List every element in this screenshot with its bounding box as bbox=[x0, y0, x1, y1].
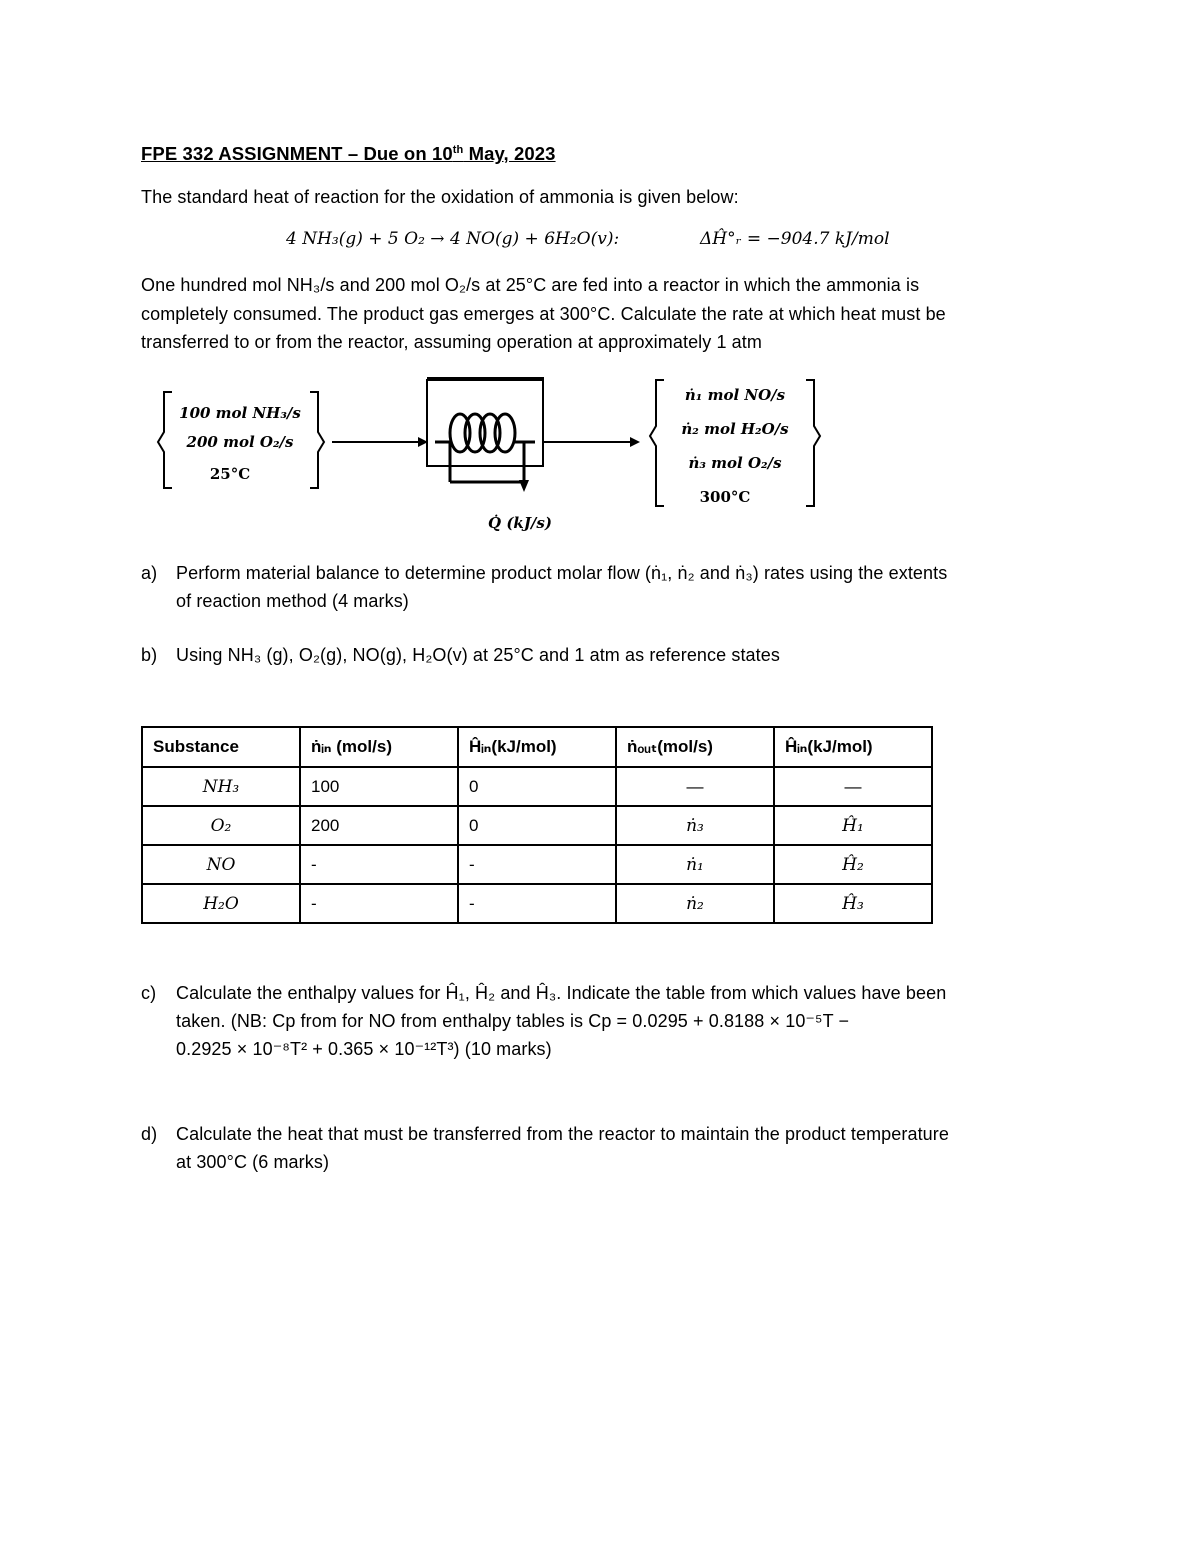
question-c-label: c) bbox=[141, 983, 157, 1003]
question-c-line-3: 0.2925 × 10⁻⁸T² + 0.365 × 10⁻¹²T³) (10 marks) bbox=[176, 1039, 552, 1059]
reaction-enthalpy: ΔĤ°ᵣ = −904.7 kJ/mol bbox=[700, 229, 890, 249]
question-d-label: d) bbox=[141, 1124, 158, 1144]
table-cell: 0 bbox=[458, 767, 616, 806]
table-cell: 0 bbox=[458, 806, 616, 845]
product-no: ṅ₁ mol NO/s bbox=[684, 386, 786, 404]
question-c-line-1: Calculate the enthalpy values for Ĥ₁, Ĥ₂ and Ĥ₃. Indicate the table from which values have been bbox=[176, 983, 947, 1003]
table-cell: - bbox=[458, 845, 616, 884]
product-h2o: ṅ₂ mol H₂O/s bbox=[681, 420, 789, 438]
table-cell: O₂ bbox=[142, 806, 300, 845]
table-cell: ṅ₃ bbox=[616, 806, 774, 845]
feed-temperature: 25°C bbox=[209, 465, 251, 483]
table-cell: H₂O bbox=[142, 884, 300, 923]
table-header: ṅₒᵤₜ(mol/s) bbox=[616, 727, 774, 767]
table-cell: Ĥ₁ bbox=[774, 806, 932, 845]
heat-label: Q̇ (kJ/s) bbox=[488, 514, 552, 532]
question-c-line-2: taken. (NB: Cp from for NO from enthalpy tables is Cp = 0.0295 + 0.8188 × 10⁻⁵T − bbox=[176, 1011, 850, 1031]
table-cell: - bbox=[300, 845, 458, 884]
enthalpy-table bbox=[141, 726, 933, 924]
table-cell: - bbox=[458, 884, 616, 923]
question-d-line-2: at 300°C (6 marks) bbox=[176, 1152, 330, 1172]
heat-arrowhead bbox=[519, 480, 529, 492]
question-a-label: a) bbox=[141, 563, 158, 583]
table-cell: — bbox=[616, 767, 774, 806]
outlet-arrowhead bbox=[630, 437, 640, 447]
table-cell: — bbox=[774, 767, 932, 806]
title-sup: th bbox=[452, 143, 464, 156]
product-brace-left bbox=[650, 380, 664, 506]
intro-text: The standard heat of reaction for the oxidation of ammonia is given below: bbox=[141, 187, 739, 207]
table-cell: 200 bbox=[300, 806, 458, 845]
table-cell: NO bbox=[142, 845, 300, 884]
table-row bbox=[142, 884, 932, 923]
question-b-label: b) bbox=[141, 645, 158, 665]
feed-o2: 200 mol O₂/s bbox=[186, 433, 294, 451]
table-cell: NH₃ bbox=[142, 767, 300, 806]
table-cell: ṅ₂ bbox=[616, 884, 774, 923]
feed-nh3: 100 mol NH₃/s bbox=[179, 404, 301, 422]
table-cell: Ĥ₂ bbox=[774, 845, 932, 884]
table-cell: ṅ₁ bbox=[616, 845, 774, 884]
table-header: ṅᵢₙ (mol/s) bbox=[300, 727, 458, 767]
question-a-line-1: Perform material balance to determine product molar flow (ṅ₁, ṅ₂ and ṅ₃) rates using the extents bbox=[176, 563, 948, 583]
table-row bbox=[142, 767, 932, 806]
table-cell: Ĥ₃ bbox=[774, 884, 932, 923]
question-a-line-2: of reaction method (4 marks) bbox=[176, 591, 409, 611]
table-header: Ĥᵢₙ(kJ/mol) bbox=[458, 727, 616, 767]
product-brace-right bbox=[806, 380, 820, 506]
heating-coil bbox=[435, 414, 535, 482]
problem-line-1: One hundred mol NH₃/s and 200 mol O₂/s at 25°C are fed into a reactor in which the ammonia is bbox=[141, 275, 920, 295]
table-row bbox=[142, 845, 932, 884]
product-o2: ṅ₃ mol O₂/s bbox=[688, 454, 782, 472]
question-d-line-1: Calculate the heat that must be transferred from the reactor to maintain the product temperature bbox=[176, 1124, 949, 1144]
title-prefix: FPE 332 ASSIGNMENT – Due on 10 bbox=[141, 143, 453, 164]
table-header: Ĥᵢₙ(kJ/mol) bbox=[774, 727, 932, 767]
reaction-equation: 4 NH₃(g) + 5 O₂ → 4 NO(g) + 6H₂O(v): bbox=[286, 229, 620, 249]
feed-brace-right bbox=[310, 392, 324, 488]
question-b-line-1: Using NH₃ (g), O₂(g), NO(g), H₂O(v) at 25°C and 1 atm as reference states bbox=[176, 645, 780, 665]
problem-line-2: completely consumed. The product gas emerges at 300°C. Calculate the rate at which heat must be bbox=[141, 304, 946, 324]
title-suffix: May, 2023 bbox=[463, 143, 556, 164]
table-header: Substance bbox=[142, 727, 300, 767]
table-cell: 100 bbox=[300, 767, 458, 806]
product-temperature: 300°C bbox=[699, 488, 751, 506]
problem-line-3: transferred to or from the reactor, assuming operation at approximately 1 atm bbox=[141, 332, 762, 352]
table-row bbox=[142, 806, 932, 845]
page-title bbox=[141, 143, 556, 165]
table-cell: - bbox=[300, 884, 458, 923]
table-header-row bbox=[142, 727, 932, 767]
